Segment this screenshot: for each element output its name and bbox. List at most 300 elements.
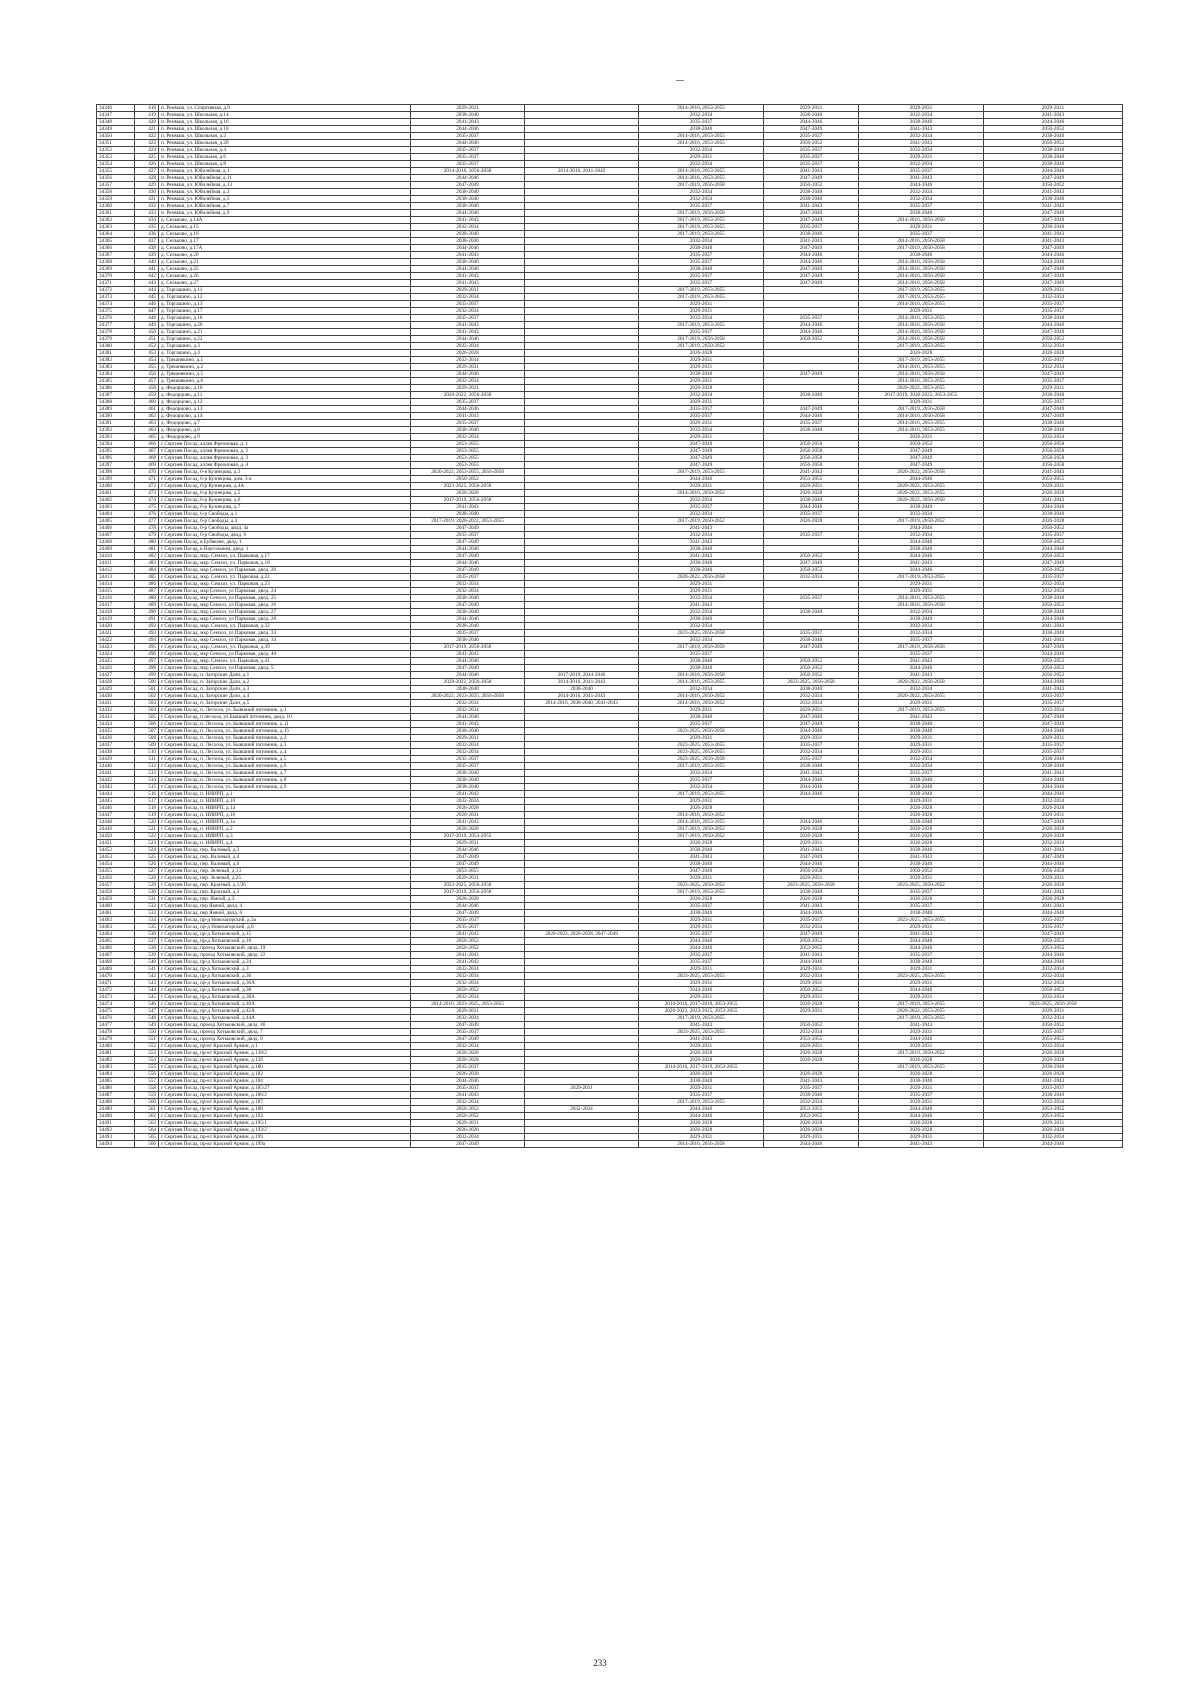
period-2-cell xyxy=(525,385,639,392)
address-cell: д. Сельково, д.26 xyxy=(159,273,411,280)
address-cell: д. Торгашино, д.11 xyxy=(159,287,411,294)
period-3-cell: 2017-2019, 2053-2055 xyxy=(639,469,764,476)
period-3-cell: 2044-2046 xyxy=(639,1113,764,1120)
row-id-cell: 34426 xyxy=(97,665,135,672)
period-2-cell: 2014-2016, 2041-2043 xyxy=(525,168,639,175)
period-1-cell: 2041-2043 xyxy=(411,119,525,126)
period-3-cell: 2017-2019, 2053-2055 xyxy=(639,322,764,329)
row-id-cell: 34357 xyxy=(97,182,135,189)
period-3-cell: 2014-2016, 2050-2052 xyxy=(639,700,764,707)
period-1-cell: 2032-2034 xyxy=(411,224,525,231)
row-id-cell: 34473 xyxy=(97,994,135,1001)
period-6-cell: 2035-2037 xyxy=(984,924,1123,931)
address-cell: г Сергиев Посад, 6-р Свободы, двлд. 4а xyxy=(159,525,411,532)
address-cell: д. Сельково, д.21 xyxy=(159,259,411,266)
address-cell: г Сергиев Посад, п. НИИРП, д.10 xyxy=(159,798,411,805)
table-row xyxy=(97,917,1123,924)
period-5-cell: 2014-2016, 2056-2058 xyxy=(859,266,984,273)
period-3-cell: 2035-2037 xyxy=(639,329,764,336)
period-1-cell: 2035-2037 xyxy=(411,630,525,637)
address-cell: г Сергиев Посад, 6-р Кузнецова, д.6 xyxy=(159,497,411,504)
period-6-cell: 2038-2040 xyxy=(984,196,1123,203)
period-5-cell: 2020-2022, 2056-2058 xyxy=(859,679,984,686)
row-number-cell: 538 xyxy=(135,945,159,952)
period-2-cell xyxy=(525,959,639,966)
row-id-cell: 34405 xyxy=(97,518,135,525)
period-1-cell: 2041-2043 xyxy=(411,931,525,938)
period-4-cell xyxy=(764,364,859,371)
row-number-cell: 554 xyxy=(135,1057,159,1064)
period-4-cell: 2029-2031 xyxy=(764,1008,859,1015)
row-id-cell: 34413 xyxy=(97,574,135,581)
row-id-cell: 34372 xyxy=(97,287,135,294)
period-5-cell: 2026-2028 xyxy=(859,826,984,833)
period-2-cell xyxy=(525,1099,639,1106)
address-cell: д. Торгашино, д.18 xyxy=(159,315,411,322)
table-row xyxy=(97,1092,1123,1099)
period-2-cell xyxy=(525,441,639,448)
period-3-cell: 2026-2028 xyxy=(639,896,764,903)
address-cell: г Сергиев Посад, п. Лесхоза, ул. Бывшиий питомник, д.15 xyxy=(159,728,411,735)
period-3-cell: 2044-2046 xyxy=(639,987,764,994)
row-id-cell: 34432 xyxy=(97,707,135,714)
address-cell: п. Реммаш, ул. Юбилейная, д.5 xyxy=(159,196,411,203)
period-6-cell: 2026-2028 xyxy=(984,518,1123,525)
row-number-cell: 458 xyxy=(135,385,159,392)
row-id-cell: 34492 xyxy=(97,1127,135,1134)
row-number-cell: 504 xyxy=(135,707,159,714)
period-2-cell xyxy=(525,791,639,798)
period-1-cell: 2047-2049 xyxy=(411,182,525,189)
period-1-cell: 2026-2028 xyxy=(411,805,525,812)
address-cell: г Сергиев Посад, пр-д Хотьковский, д.40А xyxy=(159,1001,411,1008)
period-6-cell: 2041-2043 xyxy=(984,231,1123,238)
period-4-cell: 2026-2028 xyxy=(764,1127,859,1134)
period-4-cell: 2035-2037 xyxy=(764,742,859,749)
table-row xyxy=(97,959,1123,966)
row-number-cell: 424 xyxy=(135,147,159,154)
period-3-cell: 2014-2016, 2017-2019, 2053-2055 xyxy=(639,1001,764,1008)
period-2-cell xyxy=(525,511,639,518)
row-number-cell: 460 xyxy=(135,399,159,406)
period-4-cell: 2047-2049 xyxy=(764,273,859,280)
period-5-cell: 2014-2016, 2053-2055 xyxy=(859,364,984,371)
table-row xyxy=(97,343,1123,350)
period-5-cell: 2029-2031 xyxy=(859,581,984,588)
period-6-cell: 2044-2046 xyxy=(984,546,1123,553)
row-id-cell: 34410 xyxy=(97,553,135,560)
period-5-cell: 2014-2016, 2053-2055 xyxy=(859,378,984,385)
row-id-cell: 34423 xyxy=(97,644,135,651)
period-5-cell: 2038-2040 xyxy=(859,210,984,217)
period-4-cell: 2053-2055 xyxy=(764,945,859,952)
row-number-cell: 525 xyxy=(135,854,159,861)
period-3-cell: 2029-2031 xyxy=(639,588,764,595)
period-2-cell xyxy=(525,770,639,777)
period-1-cell: 2029-2031 xyxy=(411,1120,525,1127)
table-row xyxy=(97,1099,1123,1106)
address-cell: г Сергиев Посад, мкр Семхоз, ул Парковая, двлд. 24 xyxy=(159,588,411,595)
period-6-cell: 2041-2043 xyxy=(984,112,1123,119)
period-3-cell: 2026-2028 xyxy=(639,385,764,392)
period-1-cell: 2020-2022, 2056-2058 xyxy=(411,392,525,399)
period-3-cell: 2029-2031 xyxy=(639,399,764,406)
row-id-cell: 34425 xyxy=(97,658,135,665)
table-row xyxy=(97,833,1123,840)
period-1-cell: 2035-2037 xyxy=(411,133,525,140)
period-6-cell: 2032-2034 xyxy=(984,973,1123,980)
address-cell: д. Федорцово, д.12 xyxy=(159,399,411,406)
address-cell: г Сергиев Посад, мкр Семхоз, ул Парковая, двлд. 5 xyxy=(159,665,411,672)
table-row xyxy=(97,903,1123,910)
period-3-cell: 2032-2034 xyxy=(639,784,764,791)
period-3-cell: 2032-2034 xyxy=(639,238,764,245)
period-1-cell: 2053-2055 xyxy=(411,448,525,455)
table-row xyxy=(97,560,1123,567)
period-5-cell: 2035-2037 xyxy=(859,770,984,777)
period-6-cell: 2044-2046 xyxy=(984,784,1123,791)
row-id-cell: 34460 xyxy=(97,903,135,910)
address-cell: г Сергиев Посад, пр-кт Красной Армии, д.192 xyxy=(159,1113,411,1120)
table-body xyxy=(97,105,1123,1148)
row-id-cell: 34433 xyxy=(97,714,135,721)
period-3-cell: 2026-2028 xyxy=(639,1050,764,1057)
period-5-cell: 2035-2037 xyxy=(859,231,984,238)
row-number-cell: 449 xyxy=(135,322,159,329)
period-6-cell: 2044-2046 xyxy=(984,252,1123,259)
period-2-cell xyxy=(525,266,639,273)
period-4-cell: 2050-2052 xyxy=(764,336,859,343)
row-id-cell: 34474 xyxy=(97,1001,135,1008)
period-5-cell: 2032-2034 xyxy=(859,511,984,518)
period-2-cell xyxy=(525,1078,639,1085)
table-row xyxy=(97,497,1123,504)
row-number-cell: 477 xyxy=(135,518,159,525)
period-3-cell: 2038-2040 xyxy=(639,245,764,252)
table-row xyxy=(97,812,1123,819)
period-4-cell: 2038-2040 xyxy=(764,112,859,119)
period-6-cell: 2029-2031 xyxy=(984,1120,1123,1127)
row-id-cell: 34362 xyxy=(97,217,135,224)
address-cell: г Сергиев Посад, мкр. Семхоз, ул. Парковая, д.41 xyxy=(159,658,411,665)
row-id-cell: 34353 xyxy=(97,154,135,161)
period-2-cell xyxy=(525,210,639,217)
period-5-cell: 2026-2028 xyxy=(859,1127,984,1134)
period-2-cell xyxy=(525,203,639,210)
table-row xyxy=(97,826,1123,833)
address-cell: г Сергиев Посад, аллея Фреоновая, д. 2 xyxy=(159,448,411,455)
period-4-cell: 2029-2031 xyxy=(764,735,859,742)
address-cell: г Сергиев Посад, 6-р Кузнецова, дом. 3-а xyxy=(159,476,411,483)
period-4-cell: 2050-2052 xyxy=(764,672,859,679)
period-1-cell: 2050-2052 xyxy=(411,476,525,483)
period-3-cell: 2026-2028 xyxy=(639,805,764,812)
period-3-cell: 2014-2016, 2056-2058 xyxy=(639,1141,764,1148)
period-4-cell: 2026-2028 xyxy=(764,826,859,833)
table-row xyxy=(97,742,1123,749)
period-4-cell: 2038-2040 xyxy=(764,427,859,434)
period-6-cell: 2032-2034 xyxy=(984,364,1123,371)
address-cell: г Сергиев Посад, пр-кт Красной Армии, д.139 xyxy=(159,1057,411,1064)
period-6-cell: 2044-2046 xyxy=(984,322,1123,329)
period-5-cell: 2017-2019, 2056-2058 xyxy=(859,644,984,651)
period-2-cell xyxy=(525,364,639,371)
period-1-cell: 2032-2034 xyxy=(411,980,525,987)
table-row xyxy=(97,567,1123,574)
table-row xyxy=(97,1134,1123,1141)
row-id-cell: 34418 xyxy=(97,609,135,616)
table-row xyxy=(97,308,1123,315)
period-4-cell: 2032-2034 xyxy=(764,1099,859,1106)
address-cell: г Сергиев Посад, проезд Хотьковский, двлд. 22 xyxy=(159,952,411,959)
period-1-cell: 2032-2034 xyxy=(411,700,525,707)
period-4-cell: 2038-2040 xyxy=(764,889,859,896)
row-number-cell: 511 xyxy=(135,756,159,763)
row-number-cell: 534 xyxy=(135,917,159,924)
period-6-cell: 2038-2040 xyxy=(984,133,1123,140)
period-6-cell: 2026-2028 xyxy=(984,805,1123,812)
row-id-cell: 34400 xyxy=(97,483,135,490)
period-2-cell xyxy=(525,371,639,378)
period-2-cell xyxy=(525,490,639,497)
row-id-cell: 34456 xyxy=(97,875,135,882)
period-3-cell: 2023-2025, 2053-2055 xyxy=(639,749,764,756)
table-row xyxy=(97,490,1123,497)
row-id-cell: 34354 xyxy=(97,161,135,168)
period-2-cell xyxy=(525,406,639,413)
period-1-cell: 2029-2031 xyxy=(411,840,525,847)
period-3-cell: 2017-2019, 2053-2055 xyxy=(639,217,764,224)
period-6-cell: 2047-2049 xyxy=(984,931,1123,938)
row-number-cell: 423 xyxy=(135,140,159,147)
period-1-cell: 2026-2028 xyxy=(411,350,525,357)
address-cell: д. Сельково, д.20 xyxy=(159,252,411,259)
period-5-cell: 2029-2031 xyxy=(859,1099,984,1106)
period-2-cell xyxy=(525,630,639,637)
table-row xyxy=(97,581,1123,588)
period-4-cell: 2032-2034 xyxy=(764,574,859,581)
table-row xyxy=(97,427,1123,434)
period-4-cell: 2047-2049 xyxy=(764,175,859,182)
period-4-cell: 2038-2040 xyxy=(764,231,859,238)
period-3-cell: 2029-2031 xyxy=(639,154,764,161)
table-row xyxy=(97,931,1123,938)
period-3-cell: 2041-2043 xyxy=(639,525,764,532)
row-number-cell: 448 xyxy=(135,315,159,322)
period-3-cell: 2047-2049 xyxy=(639,868,764,875)
period-1-cell: 2032-2034 xyxy=(411,994,525,1001)
period-6-cell: 2038-2040 xyxy=(984,427,1123,434)
address-cell: п. Реммаш, ул. Юбилейная, д.11 xyxy=(159,175,411,182)
row-id-cell: 34453 xyxy=(97,854,135,861)
period-1-cell: 2032-2034 xyxy=(411,308,525,315)
period-5-cell: 2029-2031 xyxy=(859,924,984,931)
table-row xyxy=(97,413,1123,420)
period-2-cell xyxy=(525,714,639,721)
period-5-cell: 2014-2016, 2056-2058 xyxy=(859,322,984,329)
row-number-cell: 520 xyxy=(135,819,159,826)
period-6-cell: 2029-2031 xyxy=(984,875,1123,882)
address-cell: г Сергиев Посад, мкр Семхоз, ул Парковая, двлд. 28 xyxy=(159,616,411,623)
row-number-cell: 505 xyxy=(135,714,159,721)
row-number-cell: 533 xyxy=(135,910,159,917)
period-1-cell: 2044-2046 xyxy=(411,560,525,567)
period-1-cell: 2047-2049 xyxy=(411,854,525,861)
period-6-cell: 2029-2031 xyxy=(984,483,1123,490)
period-1-cell: 2047-2049 xyxy=(411,910,525,917)
table-row xyxy=(97,119,1123,126)
period-3-cell: 2029-2031 xyxy=(639,483,764,490)
address-cell: п. Реммаш, ул. Спортивная, д.9 xyxy=(159,105,411,112)
period-5-cell: 2032-2034 xyxy=(859,161,984,168)
address-cell: г Сергиев Посад, пр-кт Красной Армии, д.138/2 xyxy=(159,1050,411,1057)
period-4-cell: 2035-2037 xyxy=(764,532,859,539)
period-3-cell: 2014-2016, 2053-2055 xyxy=(639,140,764,147)
table-row xyxy=(97,448,1123,455)
period-4-cell: 2050-2052 xyxy=(764,987,859,994)
period-5-cell: 2014-2016, 2053-2055 xyxy=(859,301,984,308)
period-6-cell: 2026-2028 xyxy=(984,1071,1123,1078)
table-row xyxy=(97,350,1123,357)
period-5-cell: 2026-2028 xyxy=(859,350,984,357)
period-2-cell xyxy=(525,742,639,749)
period-1-cell: 2032-2034 xyxy=(411,742,525,749)
period-3-cell: 2038-2040 xyxy=(639,665,764,672)
table-row xyxy=(97,952,1123,959)
period-5-cell: 2029-2031 xyxy=(859,980,984,987)
period-4-cell xyxy=(764,287,859,294)
period-5-cell: 2014-2016, 2053-2055 xyxy=(859,315,984,322)
table-row xyxy=(97,1050,1123,1057)
period-6-cell: 2044-2046 xyxy=(984,952,1123,959)
table-row xyxy=(97,441,1123,448)
period-1-cell: 2038-2040 xyxy=(411,259,525,266)
period-1-cell: 2053-2055 xyxy=(411,462,525,469)
period-2-cell xyxy=(525,1015,639,1022)
row-id-cell: 34463 xyxy=(97,924,135,931)
table-row xyxy=(97,637,1123,644)
period-4-cell: 2035-2037 xyxy=(764,154,859,161)
period-3-cell: 2017-2019, 2053-2055 xyxy=(639,231,764,238)
period-4-cell: 2050-2052 xyxy=(764,140,859,147)
table-row xyxy=(97,196,1123,203)
address-cell: п. Реммаш, ул. Школьная, д.14 xyxy=(159,112,411,119)
row-id-cell: 34349 xyxy=(97,126,135,133)
address-cell: г Сергиев Посад, аллея Фреоновая, д. 3 xyxy=(159,455,411,462)
period-4-cell: 2035-2037 xyxy=(764,133,859,140)
table-row xyxy=(97,882,1123,889)
table-row xyxy=(97,511,1123,518)
period-1-cell: 2044-2046 xyxy=(411,210,525,217)
period-2-cell xyxy=(525,350,639,357)
period-5-cell: 2014-2016, 2056-2058 xyxy=(859,329,984,336)
address-cell: д. Трешнякино, д.5 xyxy=(159,371,411,378)
row-id-cell: 34365 xyxy=(97,238,135,245)
period-4-cell: 2038-2040 xyxy=(764,609,859,616)
period-3-cell: 2014-2016, 2050-2052 xyxy=(639,490,764,497)
period-6-cell: 2044-2046 xyxy=(984,959,1123,966)
period-4-cell: 2044-2046 xyxy=(764,861,859,868)
table-row xyxy=(97,245,1123,252)
period-6-cell: 2047-2049 xyxy=(984,210,1123,217)
table-row xyxy=(97,784,1123,791)
period-2-cell xyxy=(525,658,639,665)
period-5-cell: 2035-2037 xyxy=(859,1092,984,1099)
table-row xyxy=(97,987,1123,994)
period-4-cell: 2044-2046 xyxy=(764,252,859,259)
row-number-cell: 561 xyxy=(135,1106,159,1113)
period-1-cell: 2035-2037 xyxy=(411,917,525,924)
period-6-cell: 2032-2034 xyxy=(984,1099,1123,1106)
row-id-cell: 34440 xyxy=(97,763,135,770)
period-5-cell: 2029-2031 xyxy=(859,735,984,742)
row-number-cell: 536 xyxy=(135,931,159,938)
row-number-cell: 457 xyxy=(135,378,159,385)
period-6-cell: 2050-2052 xyxy=(984,665,1123,672)
period-5-cell: 2044-2046 xyxy=(859,1106,984,1113)
period-1-cell: 2032-2034 xyxy=(411,966,525,973)
period-6-cell: 2041-2043 xyxy=(984,1078,1123,1085)
address-cell: г Сергиев Посад, мкр Семхоз, ул Парковая, двлд. 34 xyxy=(159,637,411,644)
period-2-cell xyxy=(525,602,639,609)
address-cell: п. Реммаш, ул. Школьная, д.8 xyxy=(159,161,411,168)
period-3-cell: 2032-2034 xyxy=(639,686,764,693)
table-row xyxy=(97,378,1123,385)
period-2-cell xyxy=(525,357,639,364)
address-cell: г Сергиев Посад, п. Лесхоза, ул. Бывшиий питомник, д.6 xyxy=(159,763,411,770)
period-3-cell: 2023-2025, 2053-2055 xyxy=(639,742,764,749)
period-1-cell: 2023-2025, 2056-2058 xyxy=(411,483,525,490)
row-id-cell: 34392 xyxy=(97,427,135,434)
address-cell: г Сергиев Посад, п. Лесхоза, ул. Бывшиий питомник, д.5 xyxy=(159,756,411,763)
period-5-cell: 2038-2040 xyxy=(859,1078,984,1085)
period-4-cell xyxy=(764,399,859,406)
row-id-cell: 34396 xyxy=(97,455,135,462)
period-1-cell: 2041-2043 xyxy=(411,322,525,329)
period-6-cell: 2026-2028 xyxy=(984,350,1123,357)
period-6-cell: 2026-2028 xyxy=(984,1057,1123,1064)
table-row xyxy=(97,763,1123,770)
table-row xyxy=(97,525,1123,532)
row-number-cell: 425 xyxy=(135,154,159,161)
period-6-cell: 2035-2037 xyxy=(984,378,1123,385)
address-cell: г Сергиев Посад, пер. Зеленый, д.13 xyxy=(159,868,411,875)
period-2-cell xyxy=(525,1022,639,1029)
period-6-cell: 2032-2034 xyxy=(984,1134,1123,1141)
table-row xyxy=(97,147,1123,154)
period-6-cell: 2038-2040 xyxy=(984,315,1123,322)
address-cell: г Сергиев Посад, проезд Хотьковский, двлд. 19 xyxy=(159,945,411,952)
period-1-cell: 2017-2019, 2056-2058 xyxy=(411,889,525,896)
row-id-cell: 34468 xyxy=(97,959,135,966)
table-row xyxy=(97,469,1123,476)
period-6-cell: 2044-2046 xyxy=(984,791,1123,798)
row-number-cell: 551 xyxy=(135,1036,159,1043)
table-row xyxy=(97,728,1123,735)
period-2-cell xyxy=(525,504,639,511)
row-number-cell: 445 xyxy=(135,294,159,301)
period-3-cell: 2035-2037 xyxy=(639,504,764,511)
row-id-cell: 34402 xyxy=(97,497,135,504)
address-cell: г Сергиев Посад, в Бубякове, двлд. 1 xyxy=(159,539,411,546)
period-6-cell: 2050-2052 xyxy=(984,140,1123,147)
row-number-cell: 532 xyxy=(135,903,159,910)
table-row xyxy=(97,966,1123,973)
period-1-cell: 2041-2043 xyxy=(411,252,525,259)
period-4-cell xyxy=(764,812,859,819)
period-2-cell xyxy=(525,455,639,462)
period-6-cell: 2047-2049 xyxy=(984,714,1123,721)
